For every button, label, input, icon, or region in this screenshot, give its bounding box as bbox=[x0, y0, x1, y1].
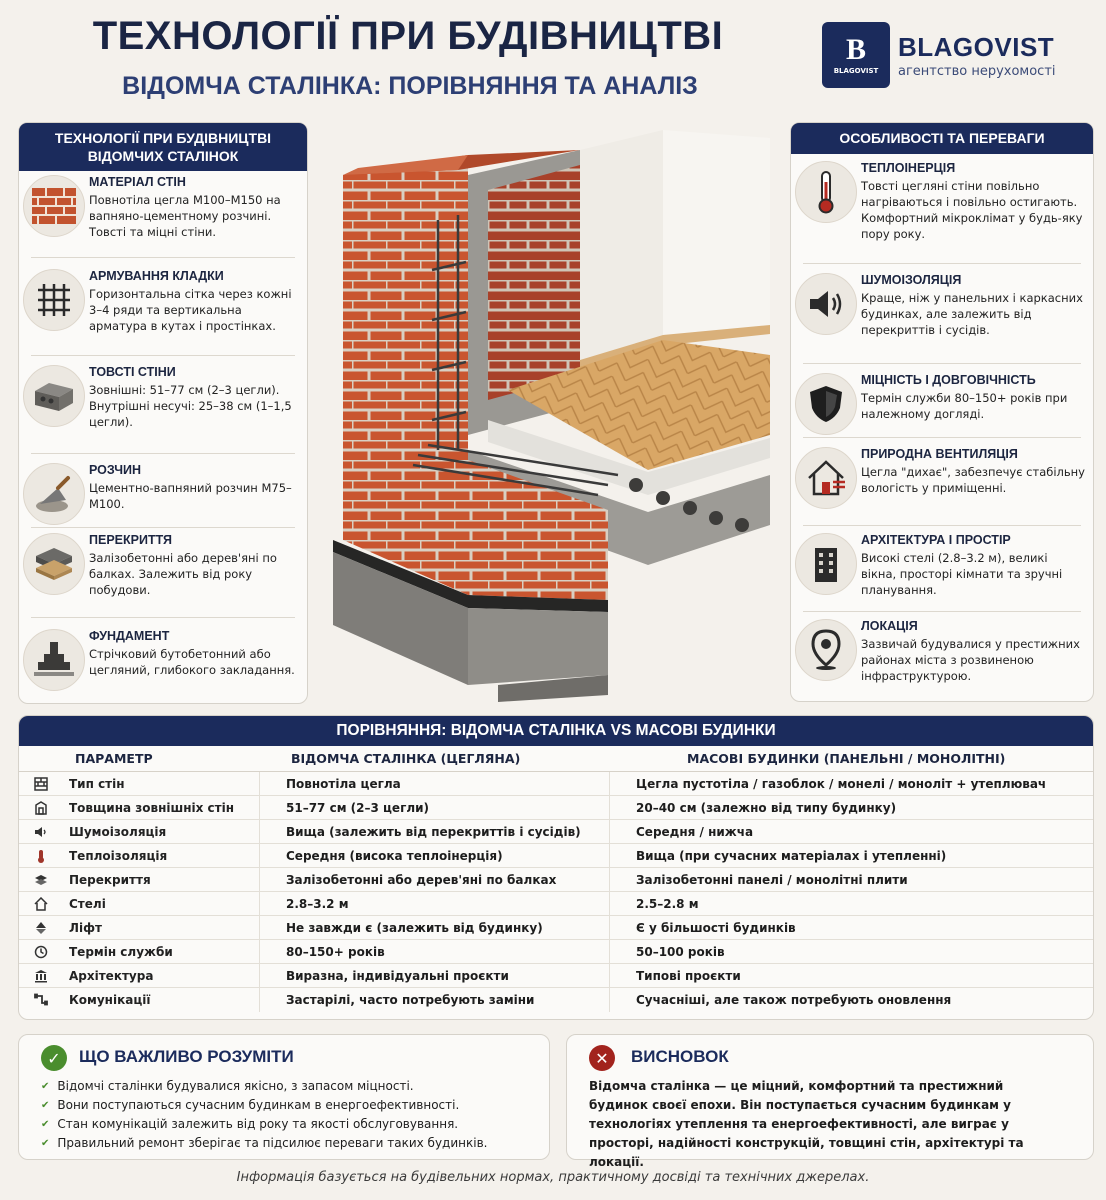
trowel-icon bbox=[23, 463, 85, 525]
layers-icon bbox=[33, 872, 49, 888]
table-row: Товщина зовнішніх стін 51–77 см (2–3 цегли) 20–40 см (залежно від типу будинку) bbox=[19, 796, 1093, 820]
tech-item-material: МАТЕРІАЛ СТІН Повнотіла цегла М100–М150 на вапняно-цементному розчині. Товсті та міцні стіни. bbox=[19, 175, 307, 240]
comparison-table-title: ПОРІВНЯННЯ: ВІДОМЧА СТАЛІНКА VS МАСОВІ БУДИНКИ bbox=[19, 716, 1093, 746]
important-list bbox=[41, 1077, 487, 1153]
column-header-mass-housing: МАСОВІ БУДИНКИ (ПАНЕЛЬНІ / МОНОЛІТНІ) bbox=[687, 751, 1006, 766]
feature-item-architecture: АРХІТЕКТУРА І ПРОСТІР Високі стелі (2.8–3.2 м), великі вікна, просторі кімнати та зручні планування. bbox=[791, 533, 1093, 598]
table-row: Стелі 2.8–3.2 м 2.5–2.8 м bbox=[19, 892, 1093, 916]
page-title: ТЕХНОЛОГІЇ ПРИ БУДІВНИЦТВІ bbox=[92, 14, 724, 58]
column-header-parameter: ПАРАМЕТР bbox=[75, 751, 153, 766]
wall-cross-section-illustration bbox=[318, 120, 780, 705]
columns-icon bbox=[33, 968, 49, 984]
brick-icon bbox=[23, 175, 85, 237]
conclusion-box bbox=[566, 1034, 1094, 1169]
close-circle-icon: ✕ bbox=[589, 1045, 615, 1071]
conclusion-text: Відомча сталінка — це міцний, комфортний та престижний будинок своєї епохи. Він поступається сучасним будинкам у технологіях утеплення та енергоефективності, але виграє у просторі, надійності конструкцій, товщині стін, архітектурі та локації. bbox=[589, 1079, 1024, 1169]
technologies-panel bbox=[18, 122, 308, 704]
table-body bbox=[19, 772, 1093, 1012]
important-title: ЩО ВАЖЛИВО РОЗУМІТИ bbox=[79, 1047, 294, 1066]
elevator-icon bbox=[33, 920, 49, 936]
feature-item-ventilation: ПРИРОДНА ВЕНТИЛЯЦІЯ Цегла "дихає", забезпечує стабільну вологість у приміщенні. bbox=[791, 447, 1093, 509]
logo-tagline: агентство нерухомості bbox=[898, 63, 1056, 79]
heat-icon bbox=[33, 848, 49, 864]
rebar-grid-icon bbox=[23, 269, 85, 331]
thermometer-icon bbox=[795, 161, 857, 223]
tech-item-floors: ПЕРЕКРИТТЯ Залізобетонні або дерев'яні по балках. Залежить від року побудови. bbox=[19, 533, 307, 598]
feature-item-sound-insulation: ШУМОІЗОЛЯЦІЯ Краще, ніж у панельних і каркасних будинках, але залежить від перекриттів і сусідів. bbox=[791, 273, 1093, 338]
tech-item-thick-walls: ТОВСТІ СТІНИ Зовнішні: 51–77 см (2–3 цегли). Внутрішні несучі: 25–38 см (1–1,5 цегли). bbox=[19, 365, 307, 430]
comparison-table bbox=[18, 715, 1094, 1020]
check-icon: ✔ bbox=[41, 1100, 50, 1111]
sound-icon bbox=[33, 824, 49, 840]
technologies-panel-title: ТЕХНОЛОГІЇ ПРИ БУДІВНИЦТВІ ВІДОМЧИХ СТАЛІНОК bbox=[19, 123, 307, 171]
table-row: Шумоізоляція Вища (залежить від перекриттів і сусідів) Середня / нижча bbox=[19, 820, 1093, 844]
features-panel-title: ОСОБЛИВОСТІ ТА ПЕРЕВАГИ bbox=[791, 123, 1093, 154]
list-item: ✔ Вони поступаються сучасним будинкам в енергоефективності. bbox=[41, 1096, 487, 1115]
feature-item-durability: МІЦНІСТЬ І ДОВГОВІЧНІСТЬ Термін служби 80–150+ років при належному догляді. bbox=[791, 373, 1093, 435]
shield-icon bbox=[795, 373, 857, 435]
table-row: Тип стін Повнотіла цегла Цегла пустотіла / газоблок / монелі / моноліт + утеплювач bbox=[19, 772, 1093, 796]
check-icon: ✔ bbox=[41, 1119, 50, 1130]
table-row: Теплоізоляція Середня (висока теплоінерція) Вища (при сучасних матеріалах і утепленні) bbox=[19, 844, 1093, 868]
conclusion-title: ВИСНОВОК bbox=[631, 1047, 729, 1066]
features-panel bbox=[790, 122, 1094, 702]
table-row: Термін служби 80–150+ років 50–100 років bbox=[19, 940, 1093, 964]
location-pin-icon bbox=[795, 619, 857, 681]
speaker-icon bbox=[795, 273, 857, 335]
table-row: Архітектура Виразна, індивідуальні проєкти Типові проєкти bbox=[19, 964, 1093, 988]
logo-mark: B BLAGOVIST bbox=[822, 22, 890, 88]
page-subtitle: ВІДОМЧА СТАЛІНКА: ПОРІВНЯННЯ ТА АНАЛІЗ bbox=[122, 72, 698, 100]
block-icon bbox=[23, 365, 85, 427]
footer-note: Інформація базується на будівельних нормах, практичному досвіді та технічних джерелах. bbox=[236, 1170, 870, 1185]
list-item: ✔ Правильний ремонт зберігає та підсилює переваги таких будинків. bbox=[41, 1134, 487, 1153]
tech-item-foundation: ФУНДАМЕНТ Стрічковий бутобетонний або цегляний, глибокого закладання. bbox=[19, 629, 307, 691]
tech-item-mortar: РОЗЧИН Цементно-вапняний розчин М75–М100. bbox=[19, 463, 307, 525]
tech-item-reinforcement: АРМУВАННЯ КЛАДКИ Горизонтальна сітка через кожні 3–4 ряди та вертикальна арматура в кутах і простінках. bbox=[19, 269, 307, 334]
column-header-stalinka: ВІДОМЧА СТАЛІНКА (ЦЕГЛЯНА) bbox=[291, 751, 521, 766]
building-icon bbox=[795, 533, 857, 595]
home-icon bbox=[33, 896, 49, 912]
thickness-icon bbox=[33, 800, 49, 816]
list-item: ✔ Відомчі сталінки будувалися якісно, з запасом міцності. bbox=[41, 1077, 487, 1096]
logo-name: BLAGOVIST bbox=[898, 31, 1055, 62]
list-item: ✔ Стан комунікацій залежить від року та якості обслуговування. bbox=[41, 1115, 487, 1134]
check-icon: ✔ bbox=[41, 1081, 50, 1092]
table-row: Ліфт Не завжди є (залежить від будинку) Є у більшості будинків bbox=[19, 916, 1093, 940]
brand-logo[interactable] bbox=[822, 22, 1056, 88]
slab-icon bbox=[23, 533, 85, 595]
feature-item-location: ЛОКАЦІЯ Зазвичай будувалися у престижних районах міста з розвиненою інфраструктурою. bbox=[791, 619, 1093, 684]
important-box bbox=[18, 1034, 550, 1160]
table-row: Комунікації Застарілі, часто потребують заміни Сучасніші, але також потребують оновлення bbox=[19, 988, 1093, 1012]
feature-item-thermal-inertia: ТЕПЛОІНЕРЦІЯ Товсті цегляні стіни повільно нагріваються і повільно остигають. Комфортний мікроклімат у будь-яку пору року. bbox=[791, 161, 1093, 242]
clock-icon bbox=[33, 944, 49, 960]
table-header-row bbox=[19, 746, 1093, 772]
check-icon: ✔ bbox=[41, 1138, 50, 1149]
table-row: Перекриття Залізобетонні або дерев'яні по балках Залізобетонні панелі / монолітні плити bbox=[19, 868, 1093, 892]
foundation-icon bbox=[23, 629, 85, 691]
wall-icon bbox=[33, 776, 49, 792]
check-circle-icon: ✓ bbox=[41, 1045, 67, 1071]
house-ventilation-icon bbox=[795, 447, 857, 509]
pipes-icon bbox=[33, 992, 49, 1008]
